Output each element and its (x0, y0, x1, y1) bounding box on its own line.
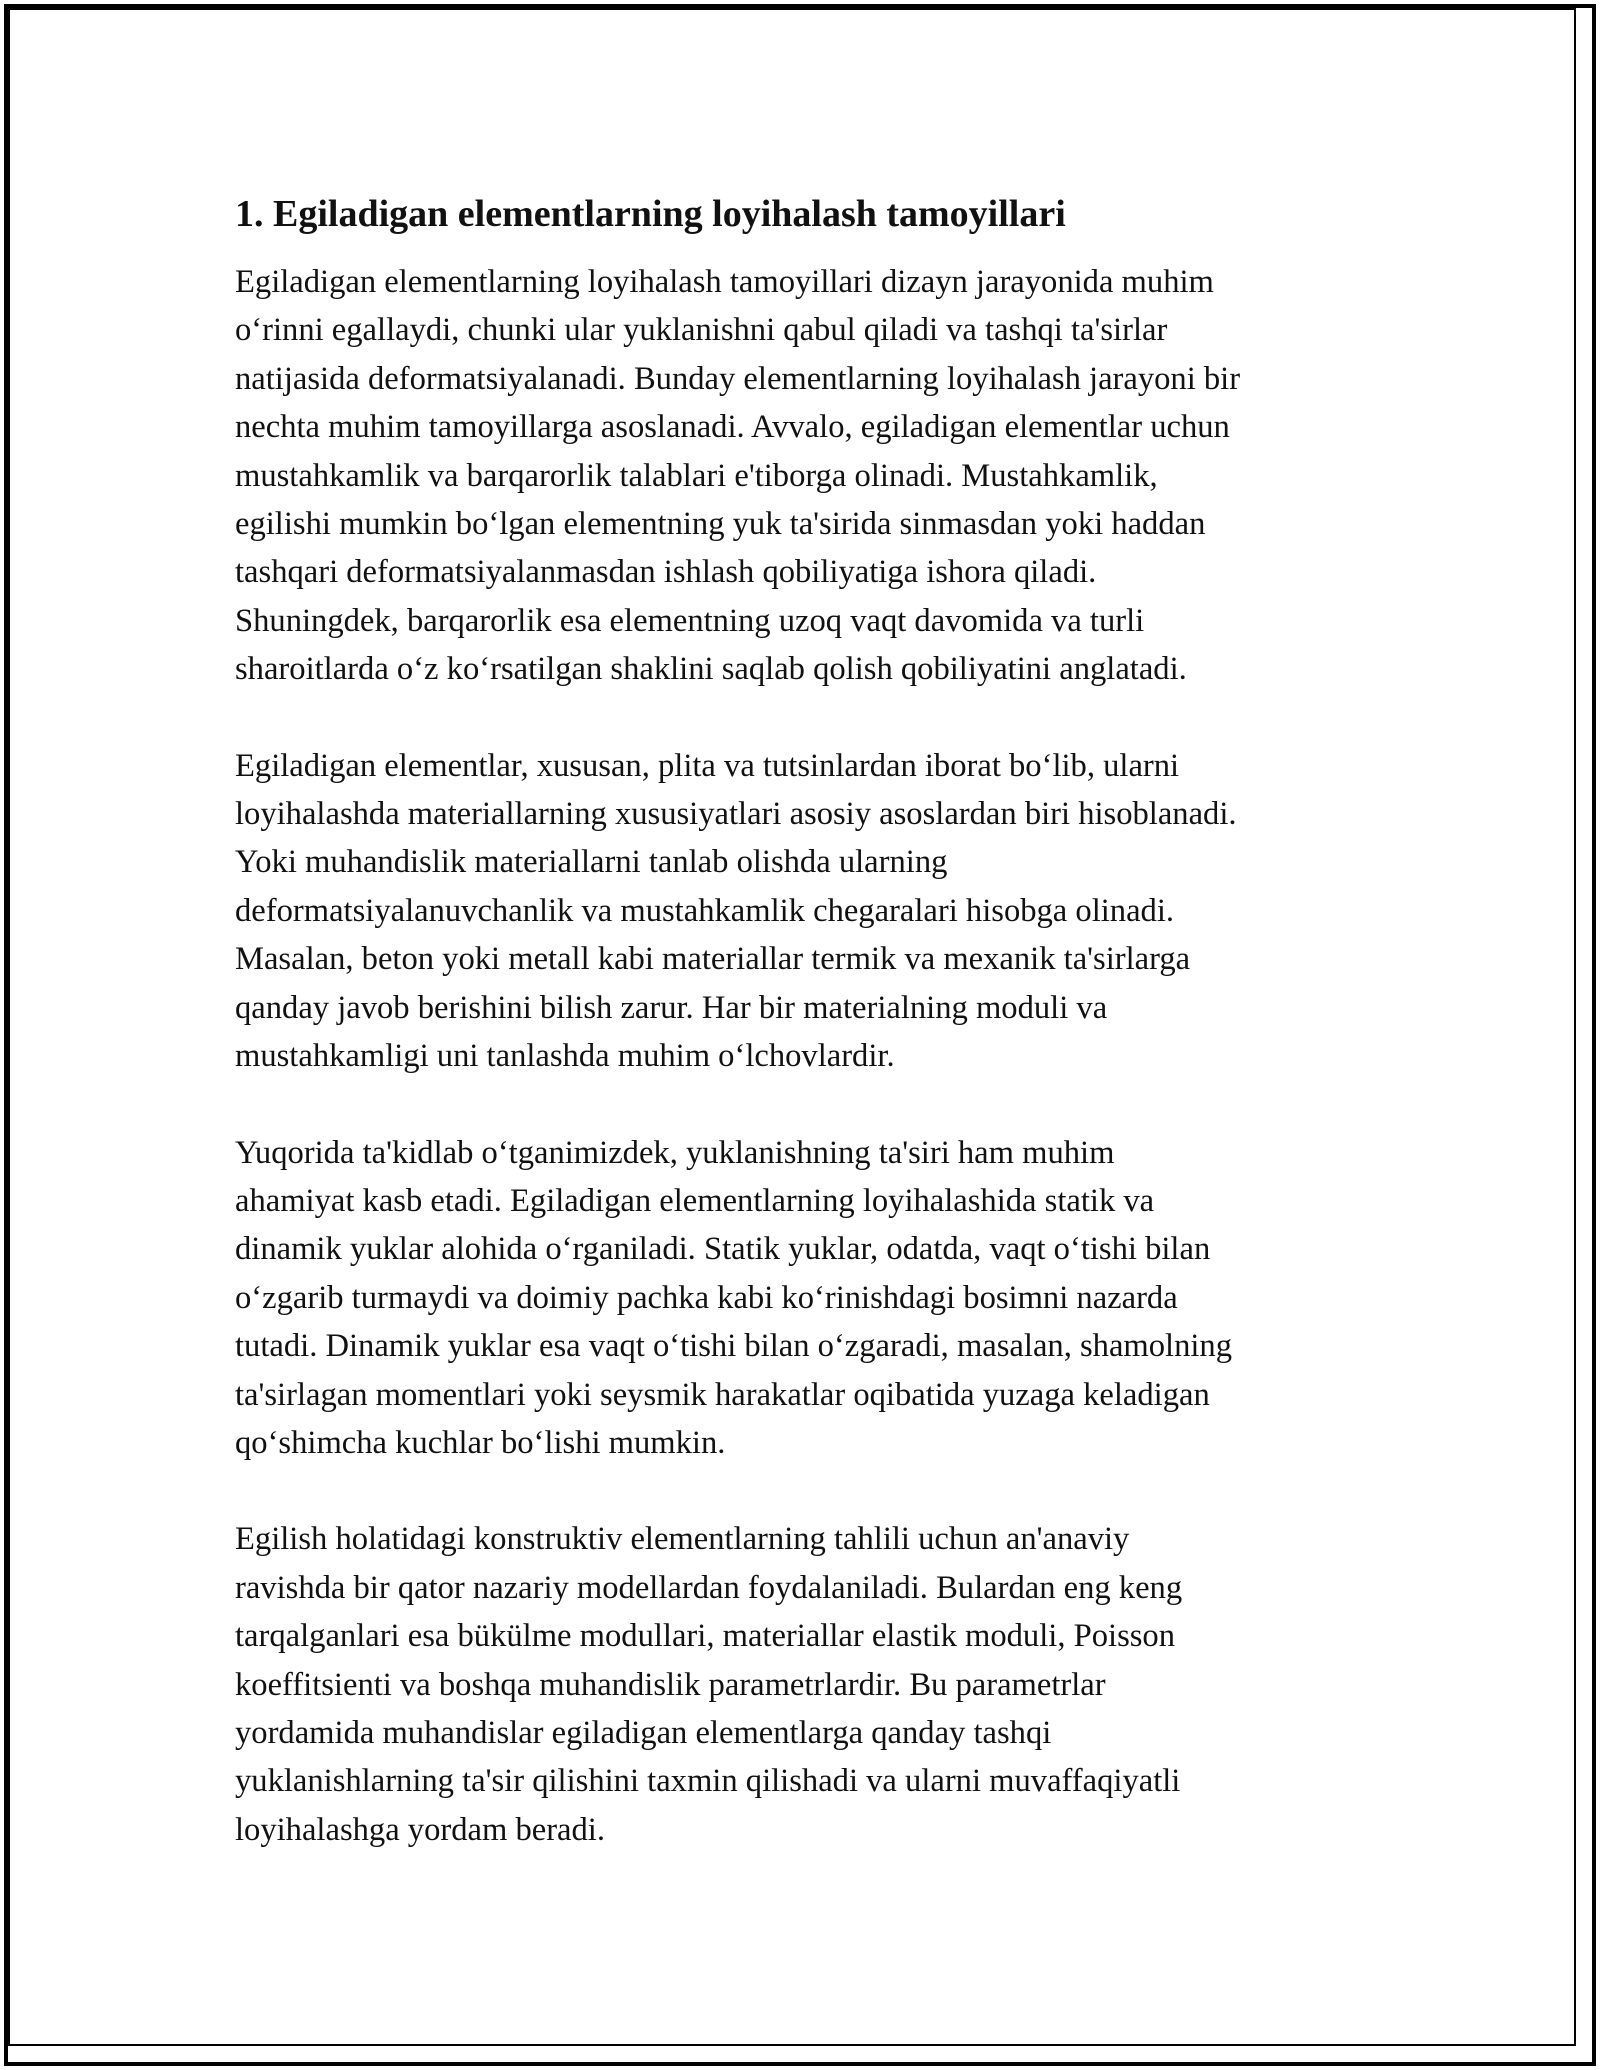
paragraph-4: Egilish holatidagi konstruktiv elementlarning tahlili uchun an'anaviy ravishda bir qator nazariy modellardan foydalaniladi. Bulardan eng keng tarqalganlari esa bükülme modullari, materiallar elastik moduli, Poisson koeffitsienti va boshqa muhandislik parametrlardir. Bu parametrlar yordamida muhandislar egiladigan elementlarga qanday tashqi yuklanishlarning ta'sir qilishini taxmin qilishadi va ularni muvaffaqiyatli loyihalashga yordam beradi. (235, 1521, 1183, 1848)
paragraph-3: Yuqorida ta'kidlab o‘tganimizdek, yuklanishning ta'siri ham muhim ahamiyat kasb etadi. Egiladigan elementlarning loyihalashida statik va dinamik yuklar alohida o‘rganiladi. Statik yuklar, odatda, vaqt o‘tishi bilan o‘zgarib turmaydi va doimiy pachka kabi ko‘rinishdagi bosimni nazarda tutadi. Dinamik yuklar esa vaqt o‘tishi bilan o‘zgaradi, masalan, shamolning ta'sirlagan momentlari yoki seysmik harakatlar oqibatida yuzaga keladigan qo‘shimcha kuchlar bo‘lishi mumkin. (235, 1134, 1233, 1461)
paragraph-2: Egiladigan elementlar, xususan, plita va tutsinlardan iborat bo‘lib, ularni loyihalashda materiallarning xususiyatlari asosiy asoslardan biri hisoblanadi. Yoki muhandislik materiallarni tanlab olishda ularning deformatsiyalanuvchanlik va mustahkamlik chegaralari hisobga olinadi. Masalan, beton yoki metall kabi materiallar termik va mexanik ta'sirlarga qanday javob berishini bilish zarur. Har bir materialning moduli va mustahkamligi uni tanlashda muhim o‘lchovlardir. (235, 747, 1237, 1075)
document-body (235, 190, 1385, 1902)
section-heading: 1. Egiladigan elementlarning loyihalash tamoyillari (235, 193, 1066, 235)
paragraph-1: Egiladigan elementlarning loyihalash tamoyillari dizayn jarayonida muhim o‘rinni egallaydi, chunki ular yuklanishni qabul qiladi va tashqi ta'sirlar natijasida deformatsiyalanadi. Bunday elementlarning loyihalash jarayoni bir nechta muhim tamoyillarga asoslanadi. Avvalo, egiladigan elementlar uchun mustahkamlik va barqarorlik talablari e'tiborga olinadi. Mustahkamlik, egilishi mumkin bo‘lgan elementning yuk ta'sirida sinmasdan yoki haddan tashqari deformatsiyalanmasdan ishlash qobiliyatiga ishora qiladi. Shuningdek, barqarorlik esa elementning uzoq vaqt davomida va turli sharoitlarda o‘z ko‘rsatilgan shaklini saqlab qolish qobiliyatini anglatadi. (235, 264, 1241, 688)
